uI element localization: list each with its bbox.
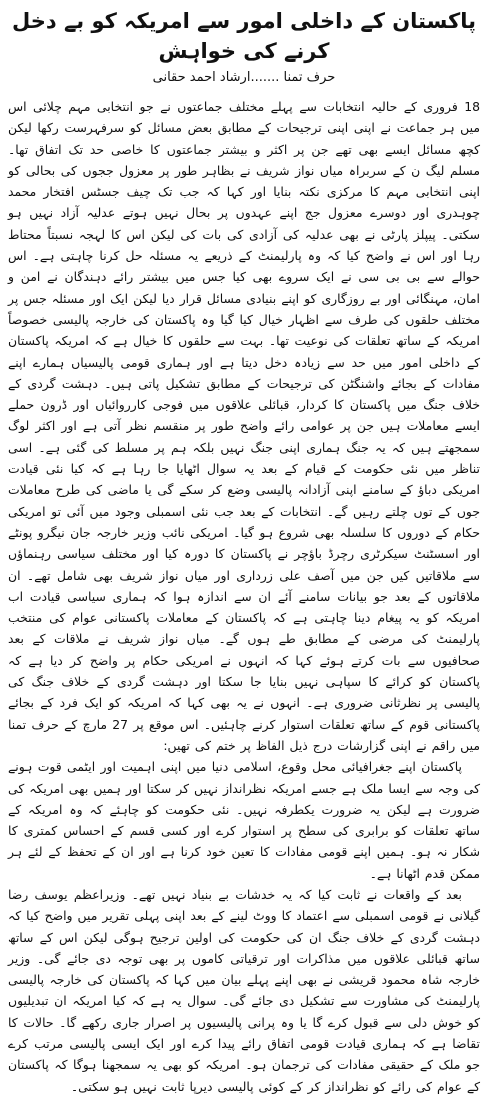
article-title: پاکستان کے داخلی امور سے امریکہ کو بے دخل کرنے کی خواہش <box>12 9 476 63</box>
article-paragraph: 18 فروری کے حالیہ انتخابات سے پہلے مختلف جماعتوں نے جو انتخابی مہم چلائی اس میں ہر جماعت نے اپنی اپنی ترجیحات کے مطابق بعض مسائل کو سرفہرست رکھا لیکن کچھ مسائل ایسے بھی تھے جن پر اکثر و بیشتر جماعتوں کا خاصی حد تک اتفاق تھا۔ مسلم لیگ ن کے سربراہ میاں نواز شریف نے بظاہر طور پر معزول ججوں کی بحالی کو اپنی انتخابی مہم کا مرکزی نکتہ بنایا اور کہا کہ جب تک چیف جسٹس افتخار محمد چوہدری اور دوسرے معزول جج اپنے عہدوں پر بحال نہیں ہوتے عدلیہ آزاد نہیں ہو سکتی۔ پیپلز پارٹی نے بھی عدلیہ کی آزادی کی بات کی لیکن اس کا لہجہ نسبتاً محتاط رہا اور اس نے واضح کیا کہ وہ پارلیمنٹ کے ذریعے یہ مسئلہ حل کرنا چاہتی ہے۔ اس حوالے سے بی بی سی نے ایک سروے بھی کیا جس میں بیشتر رائے دہندگان نے امن و امان، مہنگائی اور بے روزگاری کو اپنے بنیادی مسائل قرار دیا لیکن ایک اور مسئلہ جس پر مختلف حلقوں کی طرف سے اظہار خیال کیا گیا وہ پاکستان کی خارجہ پالیسی خصوصاً امریکہ کے ساتھ تعلقات کی نوعیت تھا۔ بہت سے حلقوں کا خیال ہے کہ امریکہ پاکستان کے داخلی امور میں حد سے زیادہ دخل دیتا ہے اور ہماری قومی پالیسیاں ہمارے اپنے مفادات کے بجائے واشنگٹن کی ترجیحات کے مطابق تشکیل پاتی ہیں۔ دہشت گردی کے خلاف جنگ میں پاکستان کا کردار، قبائلی علاقوں میں فوجی کارروائیاں اور ڈرون حملے ایسے معاملات ہیں جن پر عوامی رائے واضح طور پر منقسم نظر آتی ہے اور اکثر لوگ سمجھتے ہیں کہ یہ جنگ ہماری اپنی جنگ نہیں بلکہ ہم پر مسلط کی گئی ہے۔ اسی تناظر میں نئی حکومت کے قیام کے بعد یہ سوال اٹھایا جا رہا ہے کہ کیا نئی قیادت امریکی دباؤ کے سامنے اپنی آزادانہ پالیسی وضع کر سکے گی یا ماضی کی طرح معاملات جوں کے توں چلتے رہیں گے۔ انتخابات کے بعد جب نئی اسمبلی وجود میں آئی تو امریکی حکام کے دوروں کا سلسلہ بھی شروع ہو گیا۔ امریکی نائب وزیر خارجہ جان نیگرو پونٹے اور اسسٹنٹ سیکرٹری رچرڈ باؤچر نے پاکستان کا دورہ کیا اور مختلف سیاسی رہنماؤں سے ملاقاتیں کیں جن میں آصف علی زرداری اور میاں نواز شریف بھی شامل تھے۔ ان ملاقاتوں کے بعد جو بیانات سامنے آئے ان سے اندازہ ہوا کہ ہماری سیاسی قیادت اب امریکہ کو یہ پیغام دینا چاہتی ہے کہ پاکستان کے معاملات پاکستانی عوام کی منتخب پارلیمنٹ کی مرضی کے مطابق طے ہوں گے۔ میاں نواز شریف نے ملاقات کے بعد صحافیوں سے بات کرتے ہوئے کہا کہ انہوں نے امریکی حکام پر واضح کر دیا ہے کہ پاکستان کو کرائے کا سپاہی نہیں بنایا جا سکتا اور دہشت گردی کے خلاف جنگ کی پالیسی پر نظرثانی ضروری ہے۔ انہوں نے یہ بھی کہا کہ امریکہ کو ایک فرد کے بجائے پاکستانی قوم کے ساتھ تعلقات استوار کرنے چاہئیں۔ اس موقع پر 27 مارچ کے حرف تمنا میں راقم نے اپنی گزارشات درج ذیل الفاظ پر ختم کی تھیں: <box>8 99 480 753</box>
article-body <box>8 96 480 1097</box>
article-paragraph: بعد کے واقعات نے ثابت کیا کہ یہ خدشات بے بنیاد نہیں تھے۔ وزیراعظم یوسف رضا گیلانی نے قومی اسمبلی سے اعتماد کا ووٹ لینے کے بعد اپنی پہلی تقریر میں واضح کیا کہ دہشت گردی کے خلاف جنگ ان کی حکومت کی اولین ترجیح ہوگی لیکن اس کے ساتھ ساتھ قبائلی علاقوں میں مذاکرات اور ترقیاتی کاموں پر بھی توجہ دی جائے گی۔ وزیر خارجہ شاہ محمود قریشی نے بھی اپنے پہلے بیان میں کہا کہ پاکستان کی خارجہ پالیسی پارلیمنٹ کی مشاورت سے تشکیل دی جائے گی۔ سوال یہ ہے کہ کیا امریکہ ان تبدیلیوں کو خوش دلی سے قبول کرے گا یا وہ پرانی پالیسیوں پر اصرار جاری رکھے گا۔ حالات کا تقاضا ہے کہ ہماری قیادت قومی اتفاق رائے پیدا کرے اور ایک ایسی پالیسی مرتب کرے جو ملک کے حقیقی مفادات کی ترجمان ہو۔ امریکہ کو بھی یہ سمجھنا ہوگا کہ پاکستان کے عوام کی رائے کو نظرانداز کر کے کوئی پالیسی دیرپا ثابت نہیں ہو سکتی۔ <box>8 886 480 1094</box>
article-byline: حرف تمنا .......ارشاد احمد حقانی <box>152 70 336 85</box>
article-quote-paragraph: پاکستان اپنے جغرافیائی محل وقوع، اسلامی دنیا میں اپنی اہمیت اور ایٹمی قوت ہونے کی وجہ سے ایسا ملک ہے جسے امریکہ نظرانداز نہیں کر سکتا اور ہمیں بھی امریکہ کی ضرورت ہے لیکن یہ ضرورت یکطرفہ نہیں۔ نئی حکومت کو چاہئے کہ وہ امریکہ کے ساتھ تعلقات کو برابری کی سطح پر استوار کرے اور کسی قسم کے احساس کمتری کا شکار نہ ہو۔ ہمیں اپنے قومی مفادات کا تعین خود کرنا ہے اور ان کے تحفظ کے لئے ہر ممکن قدم اٹھانا ہے۔ <box>8 759 480 881</box>
